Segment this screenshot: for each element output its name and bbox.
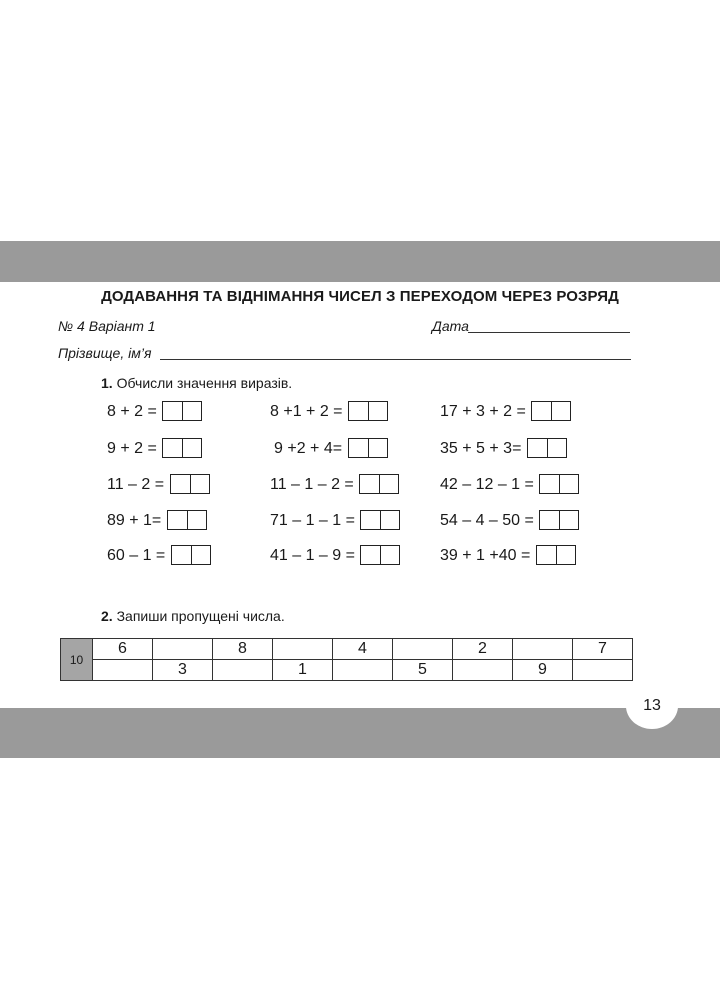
answer-boxes[interactable] [171,545,211,565]
table-cell[interactable]: 4 [333,639,393,660]
task1-number: 1. [101,375,113,391]
expression-text: 11 – 1 – 2 = [270,476,354,493]
table-cell[interactable] [153,639,213,660]
expression [440,510,579,532]
expression-text: 17 + 3 + 2 = [440,403,526,420]
expression [440,401,571,423]
task2-number: 2. [101,608,113,624]
answer-boxes[interactable] [359,474,399,494]
expression [107,510,207,532]
answer-boxes[interactable] [162,438,202,458]
answer-boxes[interactable] [167,510,207,530]
answer-boxes[interactable] [536,545,576,565]
table-cell[interactable]: 6 [93,639,153,660]
table-cell[interactable] [333,660,393,681]
table-cell[interactable]: 7 [573,639,633,660]
table-row [61,660,633,681]
answer-boxes[interactable] [531,401,571,421]
answer-boxes[interactable] [348,401,388,421]
task2-text: Запиши пропущені числа. [116,608,285,624]
answer-boxes[interactable] [348,438,388,458]
missing-numbers-table [60,638,633,681]
name-line [160,359,631,360]
expression-text: 41 – 1 – 9 = [270,547,355,564]
table-row [61,639,633,660]
expression-text: 11 – 2 = [107,476,165,493]
task1-heading [101,375,292,391]
expression-text: 39 + 1 +40 = [440,547,531,564]
expression-text: 71 – 1 – 1 = [270,512,355,529]
answer-boxes[interactable] [162,401,202,421]
expression [274,438,388,460]
answer-boxes[interactable] [527,438,567,458]
number-variant: № 4 Варіант 1 [58,318,156,334]
expression [440,438,567,460]
expression [107,401,202,423]
expression-text: 35 + 5 + 3= [440,440,522,457]
table-cell[interactable]: 8 [213,639,273,660]
expression-text: 8 + 2 = [107,403,157,420]
expression [107,438,202,460]
expression-text: 42 – 12 – 1 = [440,476,534,493]
top-gray-band [0,241,720,282]
table-cell[interactable] [213,660,273,681]
expression [270,510,400,532]
expression [270,545,400,567]
task2-heading [101,608,285,624]
expression [270,474,399,496]
table-cell[interactable] [453,660,513,681]
table-cell[interactable]: 5 [393,660,453,681]
answer-boxes[interactable] [170,474,210,494]
date-line [468,332,630,333]
expression-text: 89 + 1= [107,512,162,529]
table-cell[interactable] [513,639,573,660]
expression [440,474,579,496]
table-cell[interactable] [393,639,453,660]
table-cell[interactable] [93,660,153,681]
expression [270,401,388,423]
page-number: 13 [626,683,678,729]
table-cell[interactable] [273,639,333,660]
bottom-gray-band [0,708,720,758]
date-label: Дата [432,318,469,334]
page-title: ДОДАВАННЯ ТА ВІДНІМАННЯ ЧИСЕЛ З ПЕРЕХОДОМ ЧЕРЕЗ РОЗРЯД [101,288,619,305]
expression-text: 9 +2 + 4= [274,440,343,457]
name-label: Прізвище, ім’я [58,345,152,361]
start-number-cell: 10 [61,639,93,681]
table-cell[interactable] [573,660,633,681]
answer-boxes[interactable] [360,545,400,565]
answer-boxes[interactable] [539,474,579,494]
table-cell[interactable]: 2 [453,639,513,660]
expression [107,545,211,567]
expression-text: 60 – 1 = [107,547,166,564]
table-cell[interactable]: 9 [513,660,573,681]
answer-boxes[interactable] [360,510,400,530]
expression [107,474,210,496]
expression-text: 8 +1 + 2 = [270,403,343,420]
table-cell[interactable]: 3 [153,660,213,681]
expression-text: 54 – 4 – 50 = [440,512,534,529]
task1-text: Обчисли значення виразів. [116,375,293,391]
expression-text: 9 + 2 = [107,440,157,457]
table-cell[interactable]: 1 [273,660,333,681]
expression [440,545,576,567]
answer-boxes[interactable] [539,510,579,530]
